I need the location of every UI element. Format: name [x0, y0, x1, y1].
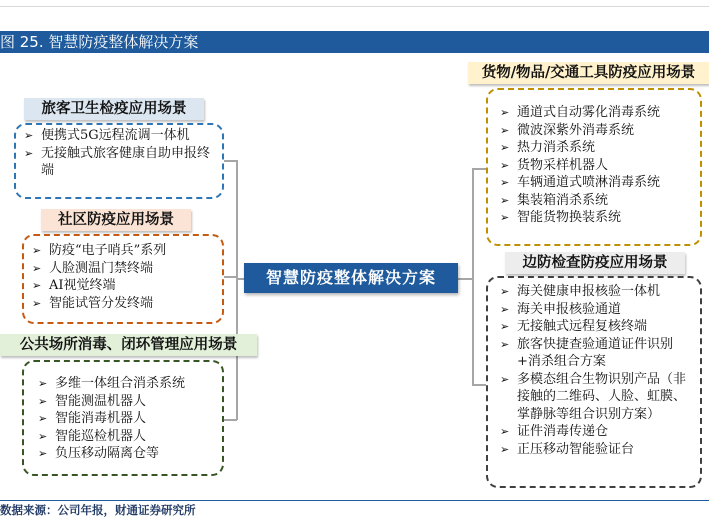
- list-item: ➢ 证件消毒传递仓: [500, 424, 609, 439]
- list-item: ➢ 智能试管分发终端: [32, 295, 154, 311]
- list-item: ➢ 货物采样机器人: [500, 157, 609, 173]
- arrow-bullet-icon: ➢: [500, 141, 510, 154]
- community-group-title: 社区防疫应用场景: [41, 209, 191, 231]
- connector-right-center: [458, 278, 473, 280]
- community-item-list: [32, 242, 218, 312]
- list-item: ➢ 无接触式远程复核终端: [500, 319, 648, 334]
- source-divider: [0, 500, 709, 501]
- arrow-bullet-icon: ➢: [500, 176, 510, 189]
- source-note: 数据来源：公司年报，财通证券研究所: [0, 503, 196, 517]
- figure-title: 图 25. 智慧防疫整体解决方案: [0, 31, 709, 53]
- arrow-bullet-icon: ➢: [500, 320, 510, 333]
- arrow-bullet-icon: ➢: [500, 337, 510, 351]
- arrow-bullet-icon: ➢: [24, 146, 34, 160]
- top-divider: [0, 6, 709, 7]
- arrow-bullet-icon: ➢: [500, 193, 510, 207]
- list-item: ➢ 智能测温机器人: [38, 393, 147, 409]
- arrow-bullet-icon: ➢: [32, 279, 42, 292]
- arrow-bullet-icon: ➢: [500, 158, 510, 172]
- connector-left-vertical: [236, 160, 238, 420]
- public-item-list: [38, 375, 218, 463]
- list-item: ➢ 通道式自动雾化消毒系统: [500, 105, 661, 120]
- arrow-bullet-icon: ➢: [500, 106, 510, 119]
- list-item: ➢ 集装箱消杀系统: [500, 192, 609, 208]
- border-item-list: [500, 283, 690, 458]
- arrow-bullet-icon: ➢: [32, 296, 42, 310]
- list-item: ➢ 便携式5G远程流调一体机: [24, 128, 190, 143]
- passenger-item-list: [24, 127, 220, 180]
- list-item: ➢ 海关申报核验通道: [500, 301, 622, 317]
- center-node: 智慧防疫整体解决方案: [244, 263, 458, 293]
- list-item: ➢ 负压移动隔离仓等: [38, 446, 160, 461]
- arrow-bullet-icon: ➢: [500, 285, 510, 298]
- list-item: ➢ 多维一体组合消杀系统: [38, 376, 186, 391]
- connector-right-border: [472, 384, 486, 386]
- arrow-bullet-icon: ➢: [500, 442, 510, 456]
- connector-left-passenger: [224, 160, 237, 162]
- arrow-bullet-icon: ➢: [38, 429, 48, 443]
- connector-left-center: [236, 278, 244, 280]
- list-item: ➢ 微波深紫外消毒系统: [500, 122, 635, 138]
- passenger-group-title: 旅客卫生检疫应用场景: [24, 98, 204, 120]
- list-item: ➢ 多模态组合生物识别产品（非接触的二维码、人脸、虹膜、掌静脉等组合识别方案）: [500, 371, 687, 422]
- arrow-bullet-icon: ➢: [500, 123, 510, 137]
- list-item: ➢ 热力消杀系统: [500, 140, 596, 155]
- arrow-bullet-icon: ➢: [500, 302, 510, 316]
- connector-right-cargo: [472, 168, 486, 170]
- list-item: ➢ 防疫“电子哨兵”系列: [32, 243, 167, 258]
- list-item: ➢ 海关健康申报核验一体机: [500, 284, 661, 299]
- list-item: ➢ 无接触式旅客健康自助申报终端: [24, 145, 211, 178]
- arrow-bullet-icon: ➢: [32, 244, 42, 257]
- arrow-bullet-icon: ➢: [24, 129, 34, 142]
- border-group-title: 边防检查防疫应用场景: [505, 252, 685, 274]
- arrow-bullet-icon: ➢: [500, 425, 510, 438]
- cargo-group-title: 货物/物品/交通工具防疫应用场景: [468, 62, 709, 84]
- list-item: ➢ AI视觉终端: [32, 278, 116, 293]
- list-item: ➢ 智能巡检机器人: [38, 428, 147, 444]
- cargo-item-list: [500, 104, 700, 227]
- arrow-bullet-icon: ➢: [38, 394, 48, 408]
- connector-left-public: [224, 419, 237, 421]
- arrow-bullet-icon: ➢: [500, 211, 510, 224]
- list-item: ➢ 正压移动智能验证台: [500, 441, 635, 457]
- public-group-title: 公共场所消毒、闭环管理应用场景: [0, 334, 257, 356]
- arrow-bullet-icon: ➢: [38, 377, 48, 390]
- list-item: ➢ 旅客快捷查验通道证件识别+消杀组合方案: [500, 336, 674, 369]
- list-item: ➢ 智能货物换装系统: [500, 210, 622, 225]
- list-item: ➢ 智能消毒机器人: [38, 411, 147, 426]
- arrow-bullet-icon: ➢: [500, 372, 510, 386]
- arrow-bullet-icon: ➢: [32, 261, 42, 275]
- connector-right-vertical: [472, 168, 474, 384]
- arrow-bullet-icon: ➢: [38, 412, 48, 425]
- list-item: ➢ 人脸测温门禁终端: [32, 260, 154, 276]
- arrow-bullet-icon: ➢: [38, 447, 48, 460]
- list-item: ➢ 车辆通道式喷淋消毒系统: [500, 175, 661, 190]
